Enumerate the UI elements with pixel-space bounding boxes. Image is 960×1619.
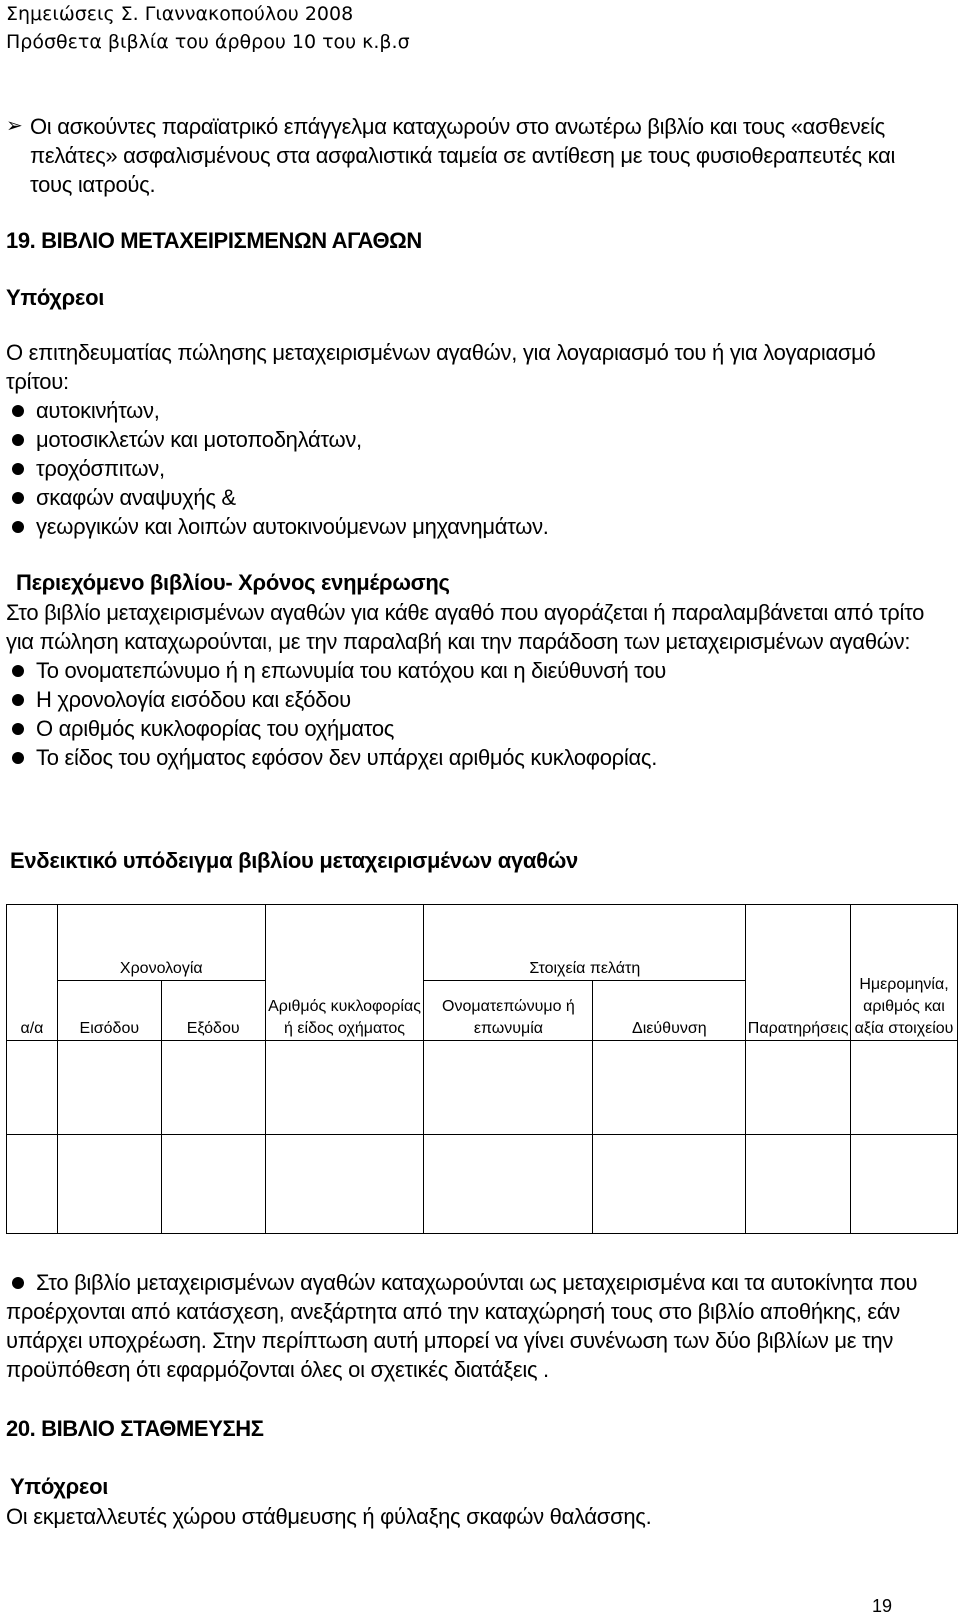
col-onomatep: Ονοματεπώνυμο ή επωνυμία xyxy=(424,981,593,1041)
obliged-heading-19: Υπόχρεοι xyxy=(6,285,105,310)
note-list xyxy=(6,1268,930,1384)
list-item: Το είδος του οχήματος εφόσον δεν υπάρχει αριθμός κυκλοφορίας. xyxy=(6,743,930,772)
intro-item xyxy=(6,112,930,199)
page-header xyxy=(6,0,410,56)
col-imerominia: Ημερομηνία, αριθμός και αξία στοιχείου xyxy=(851,905,958,1041)
list-item: Το ονοματεπώνυμο ή η επωνυμία του κατόχου και η διεύθυνσή του xyxy=(6,656,930,685)
note-item xyxy=(6,1268,930,1384)
col-chronologia: Χρονολογία xyxy=(57,905,265,981)
list-item: αυτοκινήτων, xyxy=(6,396,930,425)
intro-text: Οι ασκούντες παραϊατρικό επάγγελμα καταχωρούν στο ανωτέρω βιβλίο και τους «ασθενείς πελάτες» ασφαλισμένους στα ασφαλιστικά ταμεία σε αντίθεση με τους φυσιοθεραπευτές και τους ιατρούς. xyxy=(30,114,896,197)
col-stoixeia-pelati: Στοιχεία πελάτη xyxy=(424,905,746,981)
sample-heading: Ενδεικτικό υπόδειγμα βιβλίου μεταχειρισμένων αγαθών xyxy=(10,848,578,873)
content-text: Στο βιβλίο μεταχειρισμένων αγαθών για κάθε αγαθό που αγοράζεται ή παραλαμβάνεται από τρίτο για πώληση καταχωρούνται, με την παραλαβή και την παράδοση των μεταχειρισμένων αγαθών: xyxy=(6,600,925,654)
table-row xyxy=(7,1135,958,1234)
header-line-2: Πρόσθετα βιβλία του άρθρου 10 του κ.β.σ xyxy=(6,31,410,53)
content-heading: Περιεχόμενο βιβλίου- Χρόνος ενημέρωσης xyxy=(16,570,450,595)
sample-book-table xyxy=(6,904,958,1234)
obliged-block-19 xyxy=(6,338,930,541)
obliged-text-20: Οι εκμεταλλευτές χώρου στάθμευσης ή φύλαξης σκαφών θαλάσσης. xyxy=(6,1504,652,1529)
list-item: σκαφών αναψυχής & xyxy=(6,483,930,512)
obliged-list-19 xyxy=(6,396,930,541)
note-block xyxy=(6,1268,930,1384)
list-item: Ο αριθμός κυκλοφορίας του οχήματος xyxy=(6,714,930,743)
list-item: γεωργικών και λοιπών αυτοκινούμενων μηχανημάτων. xyxy=(6,512,930,541)
header-line-1: Σημειώσεις Σ. Γιαννακοπούλου 2008 xyxy=(6,3,354,25)
arrow-bullet-icon: ➢ xyxy=(6,115,23,137)
obliged-text-19: Ο επιτηδευματίας πώλησης μεταχειρισμένων αγαθών, για λογαριασμό του ή για λογαριασμό τρίτου: xyxy=(6,340,876,394)
col-arithmos: Αριθμός κυκλοφορίας ή είδος οχήματος xyxy=(265,905,424,1041)
col-paratiriseis: Παρατηρήσεις xyxy=(746,905,851,1041)
section-19-title: 19. ΒΙΒΛΙΟ ΜΕΤΑΧΕΙΡΙΣΜΕΝΩΝ ΑΓΑΘΩΝ xyxy=(6,228,422,253)
table-row xyxy=(7,1041,958,1135)
list-item: Η χρονολογία εισόδου και εξόδου xyxy=(6,685,930,714)
page-number: 19 xyxy=(871,1596,892,1616)
col-dieythynsi: Διεύθυνση xyxy=(593,981,746,1041)
col-aa: α/α xyxy=(7,905,58,1041)
content-block xyxy=(6,598,930,772)
section-20-title: 20. ΒΙΒΛΙΟ ΣΤΑΘΜΕΥΣΗΣ xyxy=(6,1416,264,1441)
col-eisodou: Εισόδου xyxy=(57,981,161,1041)
list-item: μοτοσικλετών και μοτοποδηλάτων, xyxy=(6,425,930,454)
list-item: τροχόσπιτων, xyxy=(6,454,930,483)
col-exodou: Εξόδου xyxy=(161,981,265,1041)
content-list xyxy=(6,656,930,772)
obliged-heading-20: Υπόχρεοι xyxy=(10,1474,109,1499)
note-text: Στο βιβλίο μεταχειρισμένων αγαθών καταχωρούνται ως μεταχειρισμένα και τα αυτοκίνητα που προέρχονται από κατάσχεση, ανεξάρτητα από την καταχώρησή τους στο βιβλίο αποθήκης, εάν υπάρχει υποχρέωση. Στην περίπτωση αυτή μπορεί να γίνει συνένωση των δύο βιβλίων με την προϋπόθεση ότι εφαρμόζονται όλες οι σχετικές διατάξεις . xyxy=(6,1270,918,1382)
